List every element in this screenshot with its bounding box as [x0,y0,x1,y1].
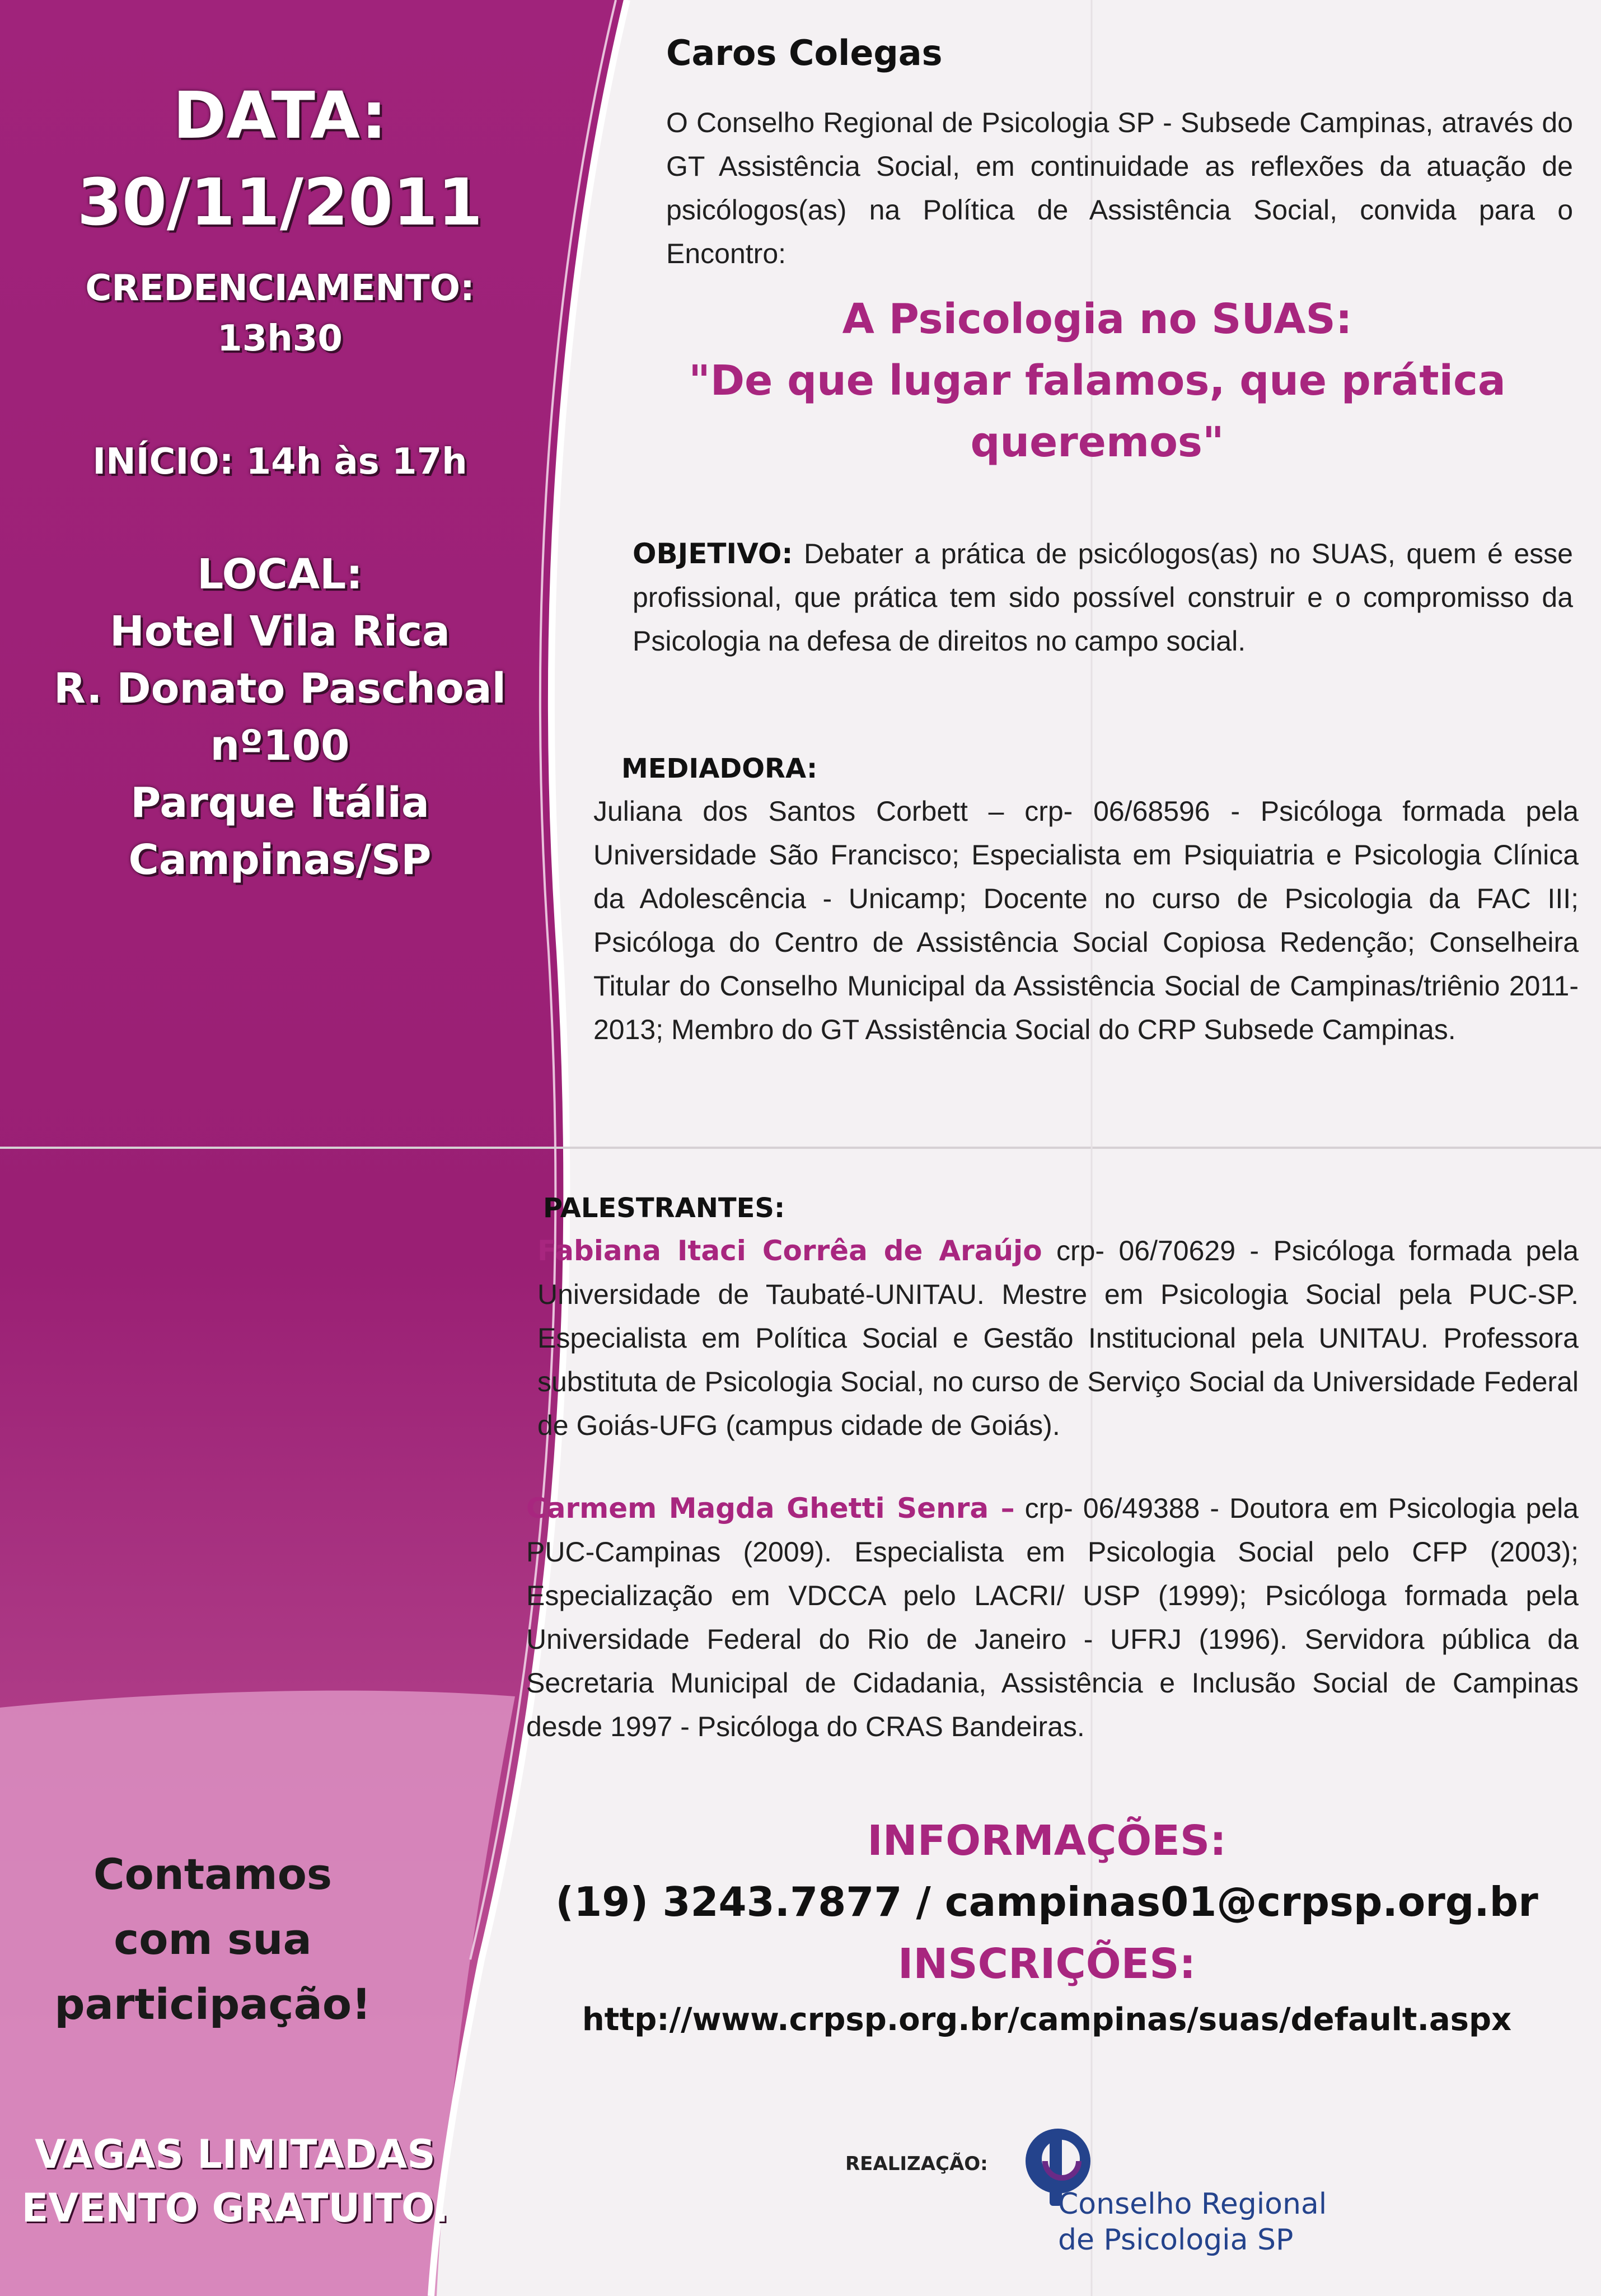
contact-line: (19) 3243.7877 / campinas01@crpsp.org.br [555,1878,1538,1925]
location-line: nº100 [210,722,350,770]
info-label: INFORMAÇÕES: [867,1817,1227,1865]
closing-line: participação! [54,1979,371,2029]
speaker-name: Carmem Magda Ghetti Senra – [526,1492,1015,1525]
organization-name [1058,2186,1327,2258]
title-line: A Psicologia no SUAS: [842,295,1352,343]
registration-label: CREDENCIAMENTO: [85,268,475,309]
date-value: 30/11/2011 [77,165,483,240]
title-line: "De que lugar falamos, que prática [689,357,1506,405]
registration-time: 13h30 [217,318,343,359]
speaker-bio: crp- 06/70629 - Psicóloga formada pela Universidade de Taubaté-UNITAU. Mestre em Psicologia Social pela PUC-SP. Especialista em Política Social e Gestão Institucional pela UNITAU. Professora substituta de Psicologia Social, no curso de Serviço Social da Universidade Federal de Goiás-UFG (campus cidade de Goiás). [537,1235,1579,1441]
mediator-paragraph: Juliana dos Santos Corbett – crp- 06/68596 - Psicóloga formada pela Universidade São Francisco; Especialista em Psiquiatria e Psicologia Clínica da Adolescência - Unicamp; Docente no curso de Psicologia da FAC III; Psicóloga do Centro de Assistência Social Copiosa Redenção; Conselheira Titular do Conselho Municipal da Assistência Social de Campinas/triênio 2011-2013; Membro do GT Assistência Social do CRP Subsede Campinas. [593,796,1579,1045]
limited-spots-notice [6,2127,465,2235]
vagas-line: VAGAS LIMITADAS [35,2131,436,2177]
objective-text: Debater a prática de psicólogos(as) no SUAS, quem é esse profissional, que prática tem sido possível construir e o compromisso da Psicologia na defesa de direitos no campo social. [633,538,1573,657]
objective-paragraph [633,532,1573,663]
closing-line: Contamos [93,1849,333,1899]
objective-label: OBJETIVO: [633,537,793,570]
speakers-label: PALESTRANTES: [543,1193,785,1224]
location-line: Campinas/SP [128,836,432,884]
date-label: DATA: [172,78,387,153]
org-line: de Psicologia SP [1058,2223,1294,2257]
closing-line: com sua [114,1914,312,1964]
intro-paragraph: O Conselho Regional de Psicologia SP - Subsede Campinas, através do GT Assistência Social, em continuidade as reflexões da atuação de psicólogos(as) na Política de Assistência Social, convida para o Encontro: [666,107,1573,269]
signup-label: INSCRIÇÕES: [897,1940,1196,1988]
realizacao-label: REALIZAÇÃO: [845,2153,988,2175]
speaker-bio: crp- 06/49388 - Doutora em Psicologia pela PUC-Campinas (2009). Especialista em Psicologia Social pelo CFP (2003); Especialização em VDCCA pelo LACRI/ USP (1999); Psicóloga formada pela Universidade Federal do Rio de Janeiro - UFRJ (1996). Servidora pública da Secretaria Municipal de Cidadania, Assistência e Inclusão Social de Campinas desde 1997 - Psicóloga do CRAS Bandeiras. [526,1493,1579,1742]
speaker-name: Fabiana Itaci Corrêa de Araújo [537,1234,1042,1267]
title-line: queremos" [970,418,1224,466]
start-time: INÍCIO: 14h às 17h [92,441,467,483]
location-line: R. Donato Paschoal [53,665,506,713]
registration-block [0,263,560,364]
location-block [0,546,560,889]
event-title [638,288,1556,473]
signup-url[interactable]: http://www.crpsp.org.br/campinas/suas/default.aspx [582,2002,1512,2038]
speaker-item [526,1486,1579,1748]
closing-message [0,1842,425,2037]
location-line: Hotel Vila Rica [109,607,450,656]
greeting: Caros Colegas [666,32,943,73]
speaker-item [537,1229,1579,1447]
org-line: Conselho Regional [1058,2187,1327,2221]
location-line: Parque Itália [130,779,429,827]
location-label: LOCAL: [197,550,363,598]
mediator-label: MEDIADORA: [621,753,818,784]
vagas-line: EVENTO GRATUITO. [21,2185,449,2231]
event-date-block [0,73,560,246]
